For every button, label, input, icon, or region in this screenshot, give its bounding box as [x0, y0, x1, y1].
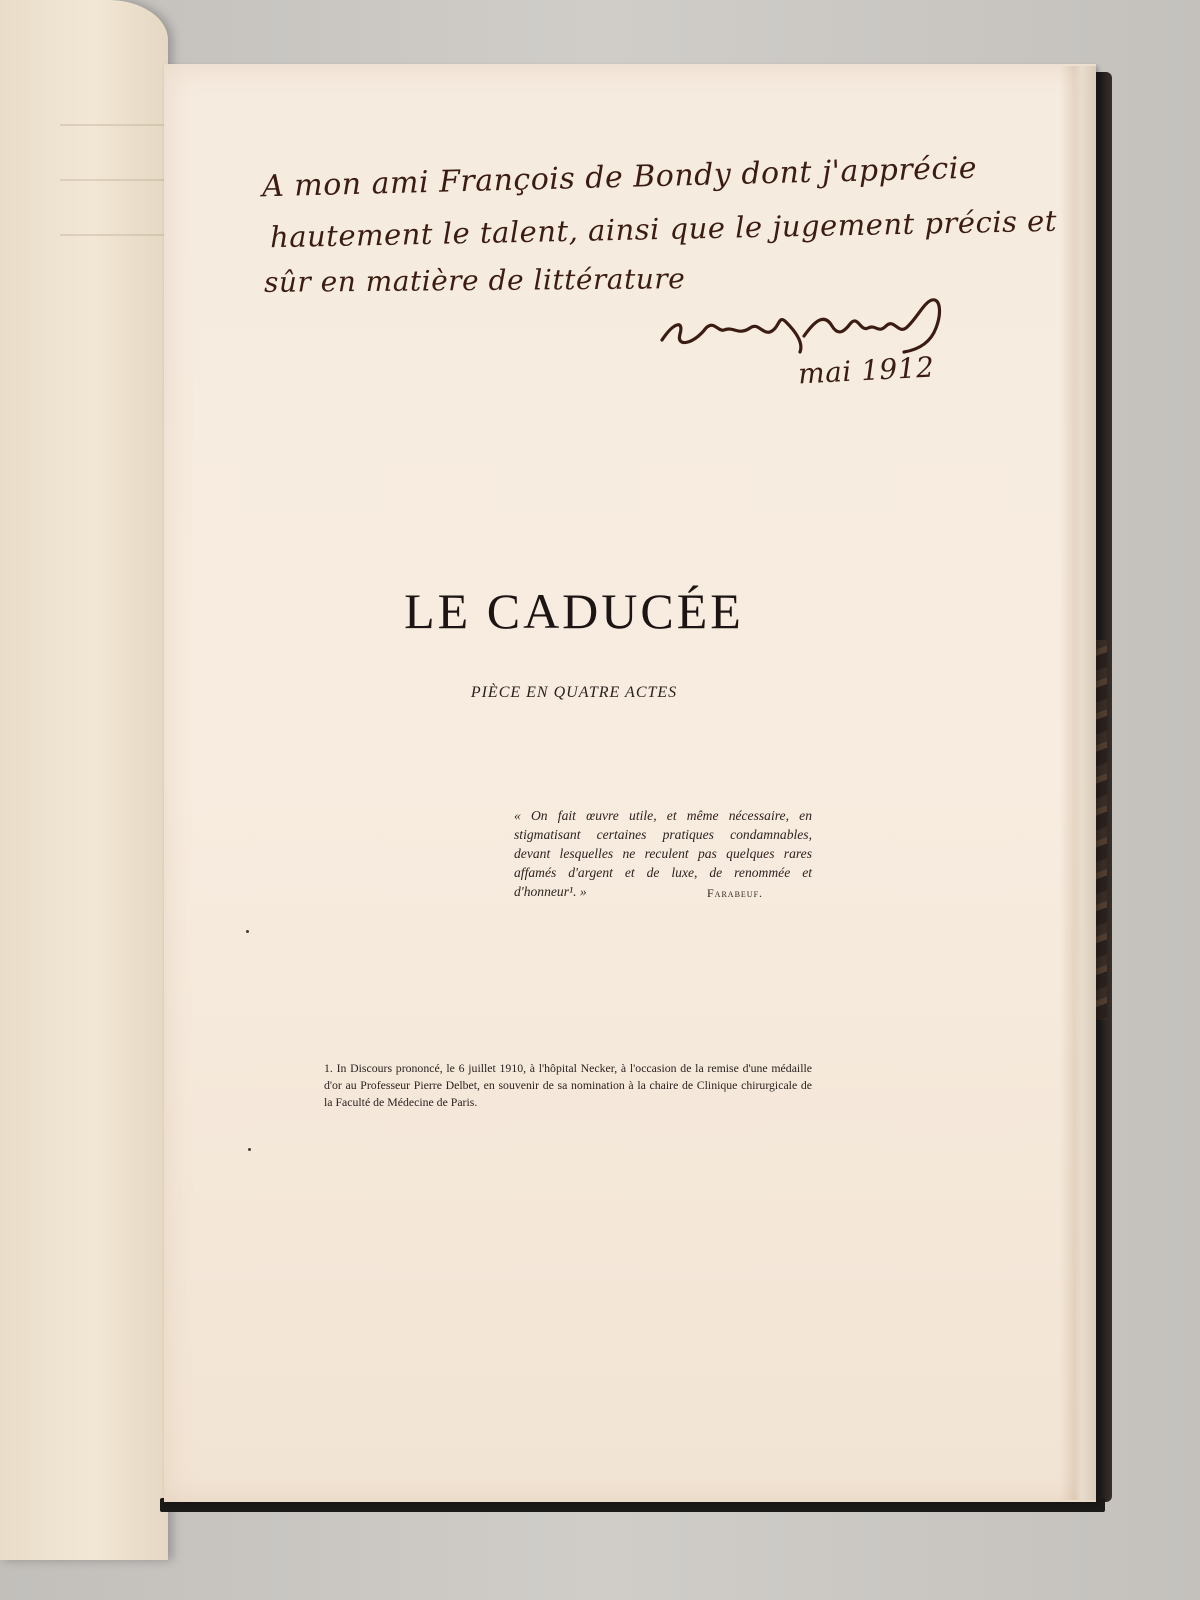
dedication-line-1: A mon ami François de Bondy dont j'apprécie	[261, 150, 978, 205]
book-title: LE CADUCÉE	[404, 583, 744, 639]
left-flyleaf	[0, 0, 168, 1560]
epigraph-quote: « On fait œuvre utile, et même nécessaire, en stigmatisant certaines pratiques condamnables, devant lesquelles ne reculent pas quelques rares affamés d'argent et de luxe, de renommée et d'honneur¹. »	[514, 808, 812, 899]
page-deckle-edge	[1060, 66, 1096, 1500]
dedication-date: mai 1912	[797, 350, 936, 391]
handwritten-dedication	[164, 64, 1096, 424]
show-through-ink	[60, 100, 170, 280]
paper-speck	[246, 930, 249, 933]
book-subtitle: PIÈCE EN QUATRE ACTES	[470, 684, 678, 701]
paper-speck	[248, 1148, 251, 1151]
epigraph-author: Farabeuf.	[707, 886, 764, 900]
dedication-line-2: hautement le talent, ainsi que le jugement précis et	[269, 203, 1058, 255]
dedication-line-3: sûr en matière de littérature	[263, 262, 686, 299]
title-page	[164, 64, 1096, 1502]
footnote: 1. In Discours prononcé, le 6 juillet 1910, à l'hôpital Necker, à l'occasion de la remise d'une médaille d'or au Professeur Pierre Delbet, en souvenir de sa nomination à la chaire de Clinique chirurgicale de la Faculté de Médecine de Paris.	[324, 1061, 812, 1109]
